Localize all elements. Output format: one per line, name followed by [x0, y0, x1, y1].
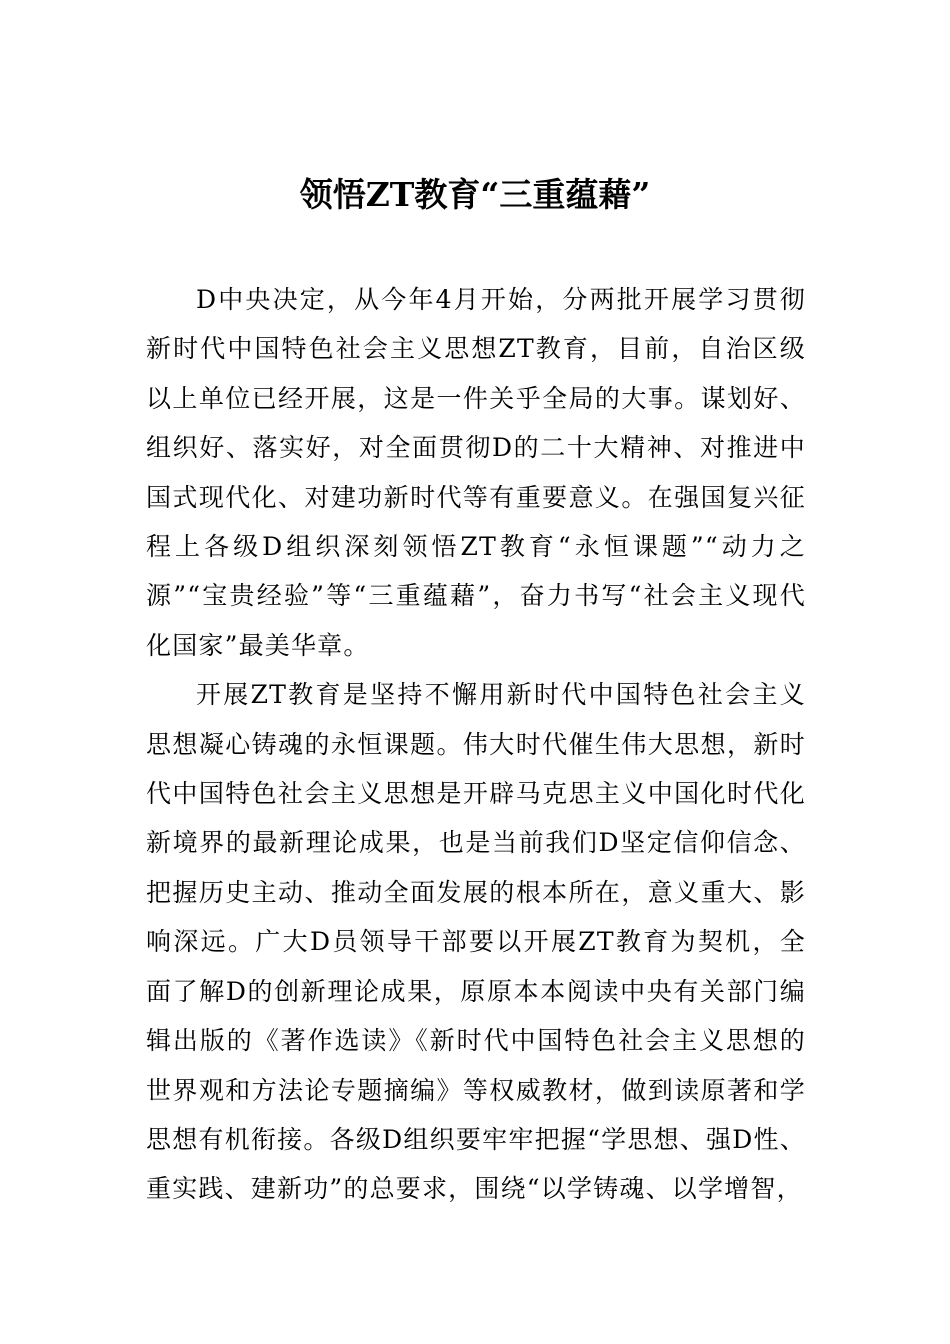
paragraph-1: D中央决定，从今年4月开始，分两批开展学习贯彻新时代中国特色社会主义思想ZT教育，目前，自治区级以上单位已经开展，这是一件关乎全局的大事。谋划好、组织好、落实好，对全面贯彻D的二十大精神、对推进中国式现代化、对建功新时代等有重要意义。在强国复兴征程上各级D组织深刻领悟ZT教育“永恒课题”“动力之源”“宝贵经验”等“三重蕴藉”，奋力书写“社会主义现代化国家”最美华章。	[146, 285, 806, 660]
document-title: 领悟ZT教育“三重蕴藉”	[299, 175, 651, 214]
document-body	[146, 275, 806, 1214]
paragraph-2: 开展ZT教育是坚持不懈用新时代中国特色社会主义思想凝心铸魂的永恒课题。伟大时代催生伟大思想，新时代中国特色社会主义思想是开辟马克思主义中国化时代化新境界的最新理论成果，也是当前我们D坚定信仰信念、把握历史主动、推动全面发展的根本所在，意义重大、影响深远。广大D员领导干部要以开展ZT教育为契机，全面了解D的创新理论成果，原原本本阅读中央有关部门编辑出版的《著作选读》《新时代中国特色社会主义思想的世界观和方法论专题摘编》等权威教材，做到读原著和学思想有机衔接。各级D组织要牢牢把握“学思想、强D性、重实践、建新功”的总要求，围绕“以学铸魂、以学增智，	[146, 680, 806, 1204]
